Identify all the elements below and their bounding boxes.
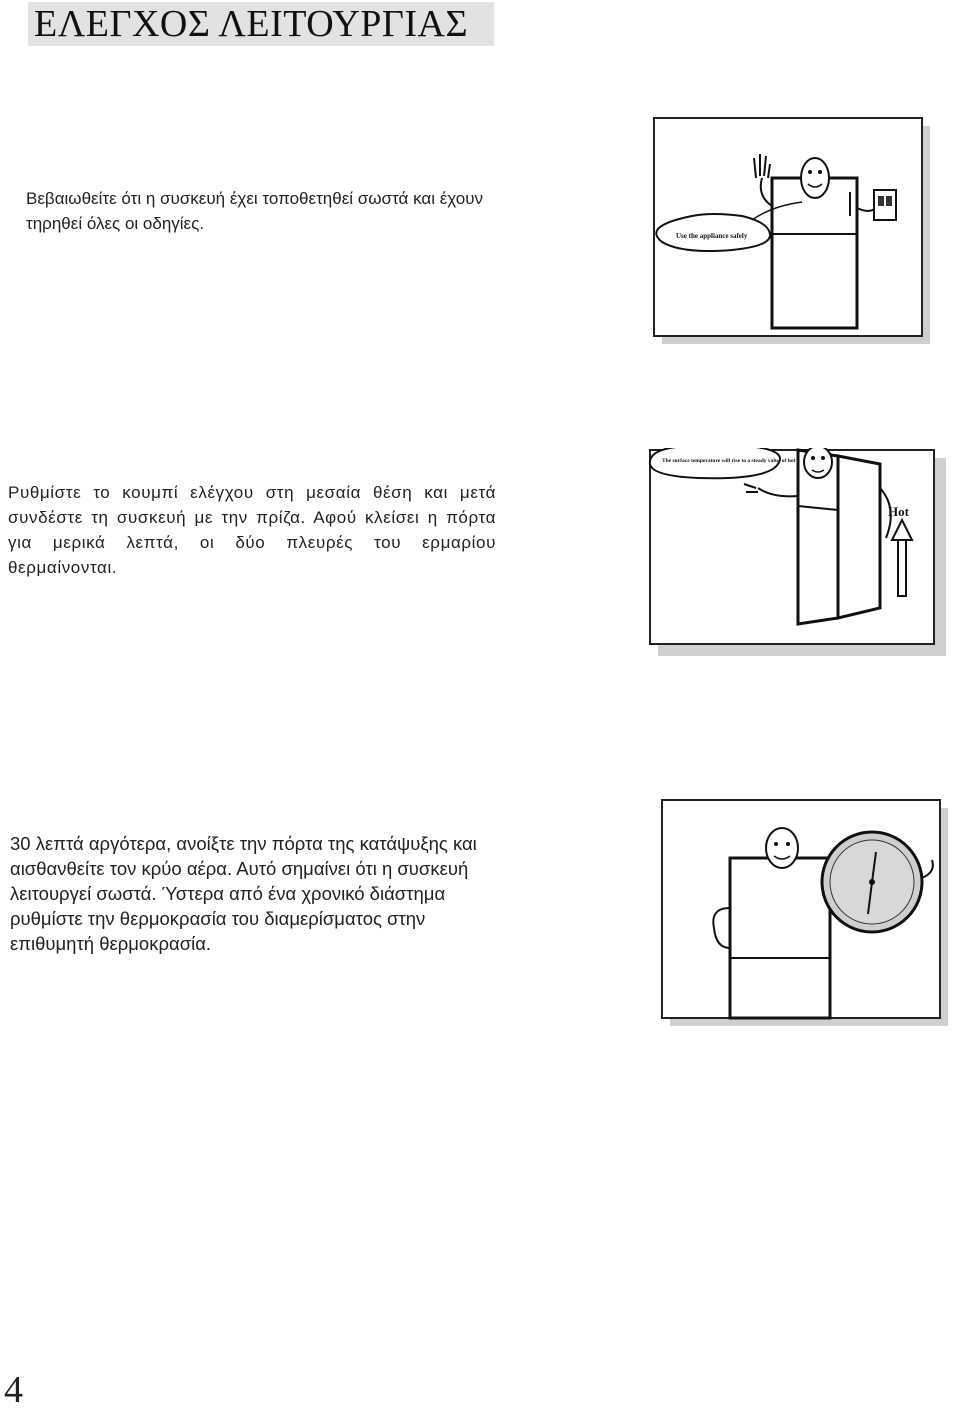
fridge-clock-illustration	[660, 798, 950, 1028]
bubble-text-2: The surface temperature will rise to a steady value of hot	[662, 458, 796, 464]
fridge-plug-icon	[652, 116, 932, 346]
hot-label: Hot	[888, 504, 909, 519]
fridge-plug-illustration	[652, 116, 932, 346]
fridge-clock-icon	[660, 798, 950, 1028]
step-1-text: Βεβαιωθείτε ότι η συσκευή έχει τοποθετηθεί σωστά και έχουν τηρηθεί όλες οι οδηγίες.	[26, 189, 483, 233]
page-title: ΕΛΕΓΧΟΣ ΛΕΙΤΟΥΡΓΙΑΣ	[34, 3, 469, 45]
page-number: 4	[4, 1369, 23, 1411]
fridge-hot-sides-icon	[648, 448, 948, 658]
step-3-text: 30 λεπτά αργότερα, ανοίξτε την πόρτα της κατάψυξης και αισθανθείτε τον κρύο αέρα. Αυτό σημαίνει ότι η συσκευή λειτουργεί σωστά. Ύστερα από ένα χρονικό διάστημα ρυθμίστε την θερμοκρασία του διαμερίσματος στην επιθυμητή θερμοκρασία.	[10, 833, 477, 954]
step-2-text: Ρυθμίστε το κουμπί ελέγχου στη μεσαία θέση και μετά συνδέστε τη συσκευή με την πρίζα. Αφού κλείσει η πόρτα για μερικά λεπτά, οι δύο πλευρές του ερμαρίου θερμαίνονται.	[8, 483, 496, 577]
fridge-hot-illustration	[648, 448, 948, 658]
bubble-text: Use the appliance safely	[676, 232, 748, 240]
